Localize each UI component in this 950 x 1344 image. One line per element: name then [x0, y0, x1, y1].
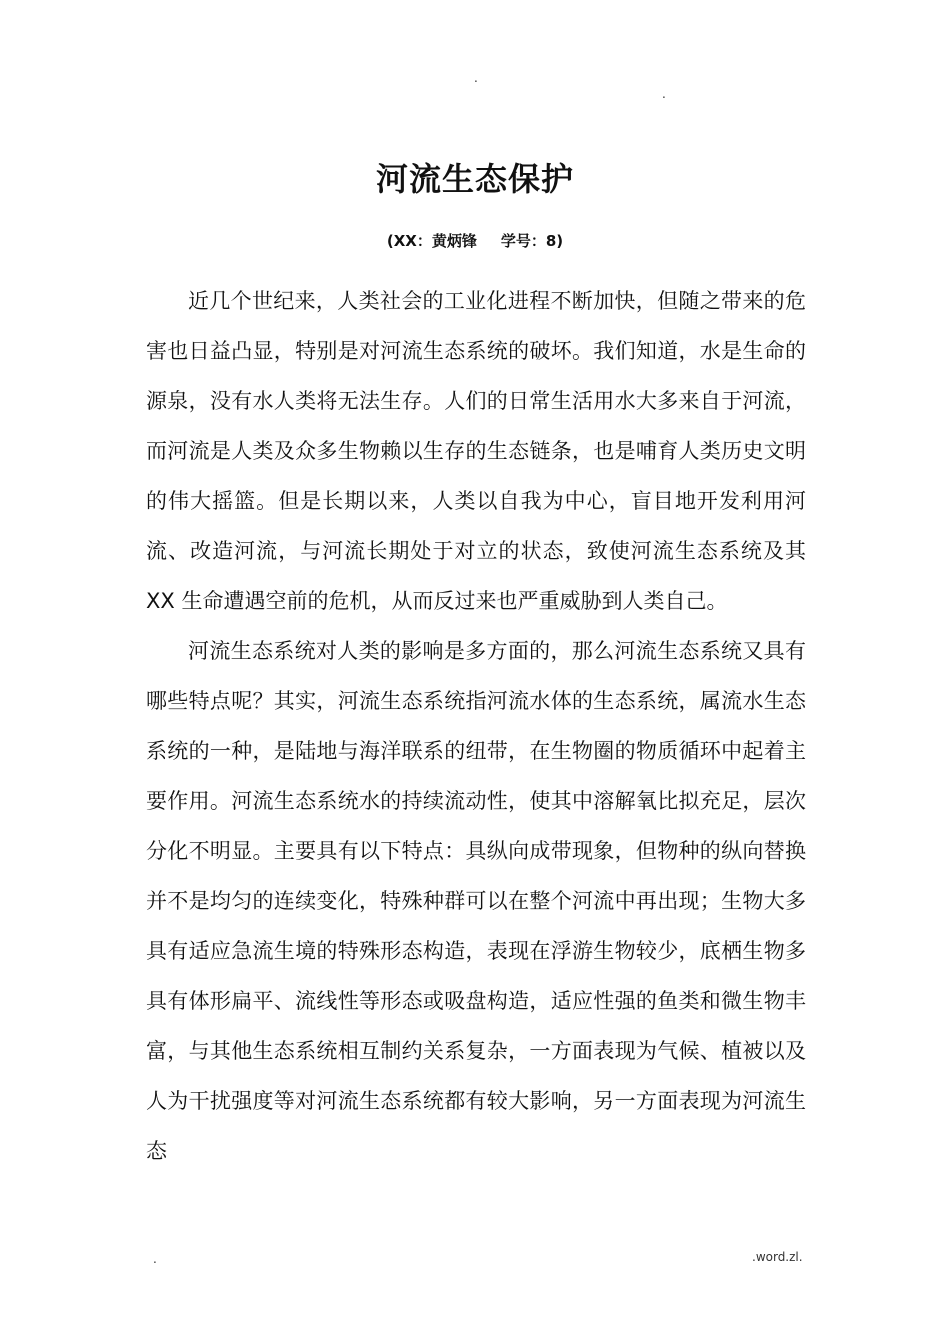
byline [0, 230, 950, 252]
paragraph-1: 近几个世纪来，人类社会的工业化进程不断加快，但随之带来的危害也日益凸显，特别是对河流生态系统的破坏。我们知道，水是生命的源泉，没有水人类将无法生存。人们的日常生活用水大多来自于河流，而河流是人类及众多生物赖以生存的生态链条，也是哺育人类历史文明的伟大摇篮。但是长期以来，人类以自我为中心，盲目地开发利用河流、改造河流，与河流长期处于对立的状态，致使河流生态系统及其 XX 生命遭遇空前的危机，从而反过来也严重威胁到人类自己。 [146, 289, 806, 613]
header-dot-left: . [474, 71, 478, 85]
document-title: 河流生态保护 [375, 160, 574, 199]
footer-mark: .word.zl. [752, 1250, 803, 1264]
header-dot-right: . [662, 87, 666, 101]
footer-dot: . [153, 1252, 157, 1266]
byline-author: (XX：黄炳锋 [386, 232, 477, 250]
paragraph-2: 河流生态系统对人类的影响是多方面的，那么河流生态系统又具有哪些特点呢？其实，河流生态系统指河流水体的生态系统，属流水生态系统的一种，是陆地与海洋联系的纽带，在生物圈的物质循环中起着主要作用。河流生态系统水的持续流动性，使其中溶解氧比拟充足，层次分化不明显。主要具有以下特点：具纵向成带现象，但物种的纵向替换并不是均匀的连续变化，特殊种群可以在整个河流中再出现；生物大多具有适应急流生境的特殊形态构造，表现在浮游生物较少，底栖生物多具有体形扁平、流线性等形态或吸盘构造，适应性强的鱼类和微生物丰富，与其他生态系统相互制约关系复杂，一方面表现为气候、植被以及人为干扰强度等对河流生态系统都有较大影响，另一方面表现为河流生态 [146, 639, 806, 1163]
body-text [146, 276, 806, 1176]
byline-student-id: 学号：8) [500, 232, 564, 250]
